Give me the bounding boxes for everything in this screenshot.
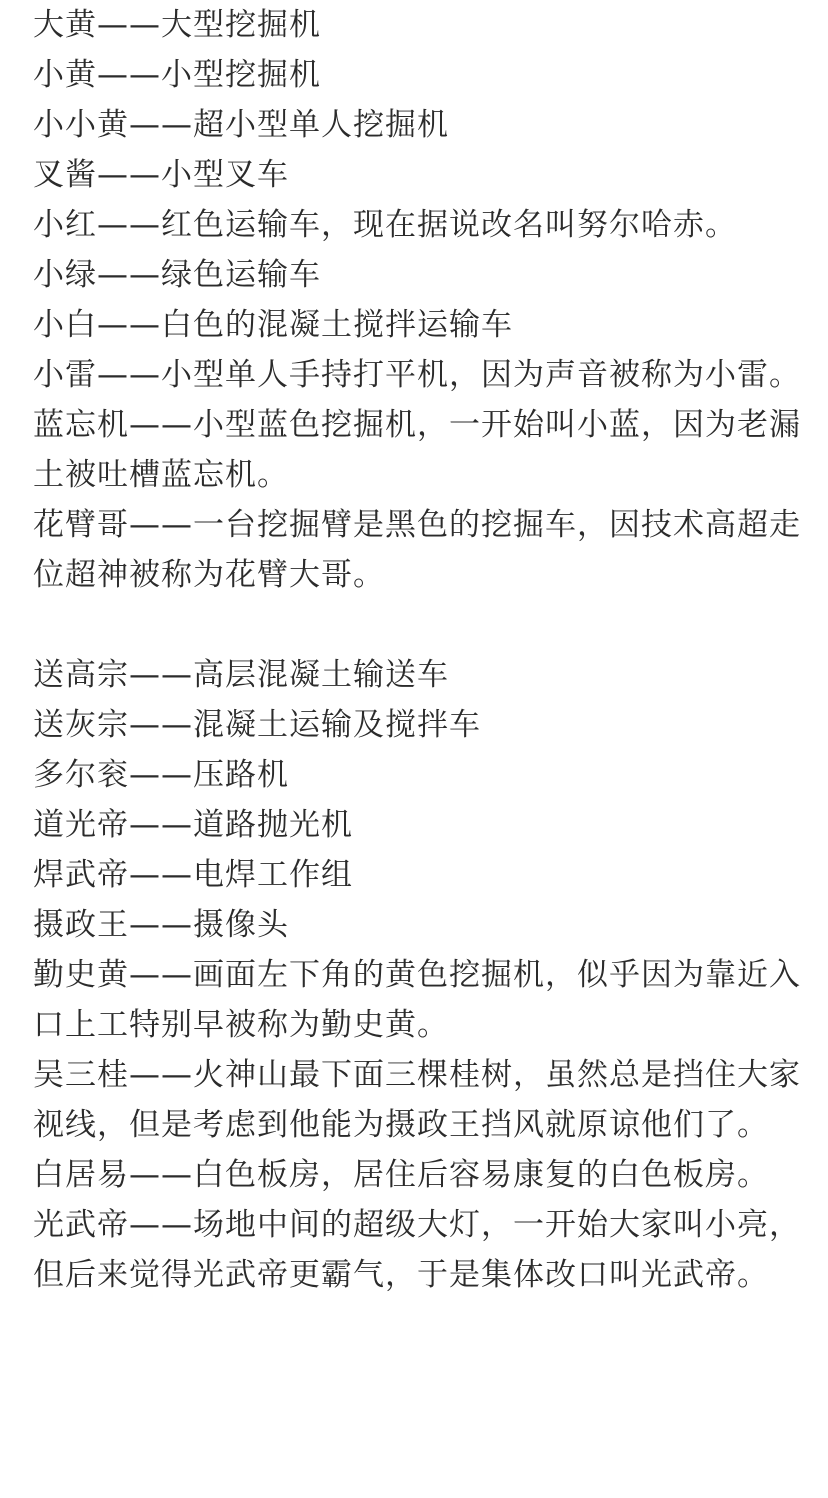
nickname-entry-chajiang: 叉酱——小型叉车: [33, 157, 289, 193]
nickname-entry-xiaohong: 小红——红色运输车，现在据说改名叫努尔哈赤。: [33, 207, 737, 243]
nickname-entry-hanwudi: 焊武帝——电焊工作组: [33, 857, 353, 893]
nickname-entry-xiaoxiaohuang: 小小黄——超小型单人挖掘机: [33, 107, 449, 143]
nickname-entry-xiaolei: 小雷——小型单人手持打平机，因为声音被称为小雷。: [33, 357, 801, 393]
nickname-entry-qinshihuang: 勤史黄——画面左下角的黄色挖掘机，似乎因为靠近入口上工特别早被称为勤史黄。: [33, 957, 801, 1043]
nickname-entry-baijuyi: 白居易——白色板房，居住后容易康复的白色板房。: [33, 1157, 769, 1193]
article-body: [33, 0, 803, 1300]
nickname-entry-xiaolv: 小绿——绿色运输车: [33, 257, 321, 293]
nickname-entry-guangwudi: 光武帝——场地中间的超级大灯，一开始大家叫小亮，但后来觉得光武帝更霸气，于是集体改口叫光武帝。: [33, 1207, 801, 1293]
nickname-entry-shezhengwang: 摄政王——摄像头: [33, 907, 289, 943]
nickname-entry-duoergun: 多尔衮——压路机: [33, 757, 289, 793]
nickname-entry-lanwangji: 蓝忘机——小型蓝色挖掘机，一开始叫小蓝，因为老漏土被吐槽蓝忘机。: [33, 407, 801, 493]
nickname-entry-daoguangdi: 道光帝——道路抛光机: [33, 807, 353, 843]
paragraph-spacer: [33, 600, 803, 650]
nickname-entry-xiaobai: 小白——白色的混凝土搅拌运输车: [33, 307, 513, 343]
nickname-entry-dahuang: 大黄——大型挖掘机: [33, 7, 321, 43]
nickname-entry-songhuizong: 送灰宗——混凝土运输及搅拌车: [33, 707, 481, 743]
nickname-entry-xiaohuang: 小黄——小型挖掘机: [33, 57, 321, 93]
nickname-entry-huabige: 花臂哥——一台挖掘臂是黑色的挖掘车，因技术高超走位超神被称为花臂大哥。: [33, 507, 801, 593]
nickname-entry-songgaozong: 送高宗——高层混凝土输送车: [33, 657, 449, 693]
nickname-entry-wusangui: 吴三桂——火神山最下面三棵桂树，虽然总是挡住大家视线，但是考虑到他能为摄政王挡风就原谅他们了。: [33, 1057, 801, 1143]
